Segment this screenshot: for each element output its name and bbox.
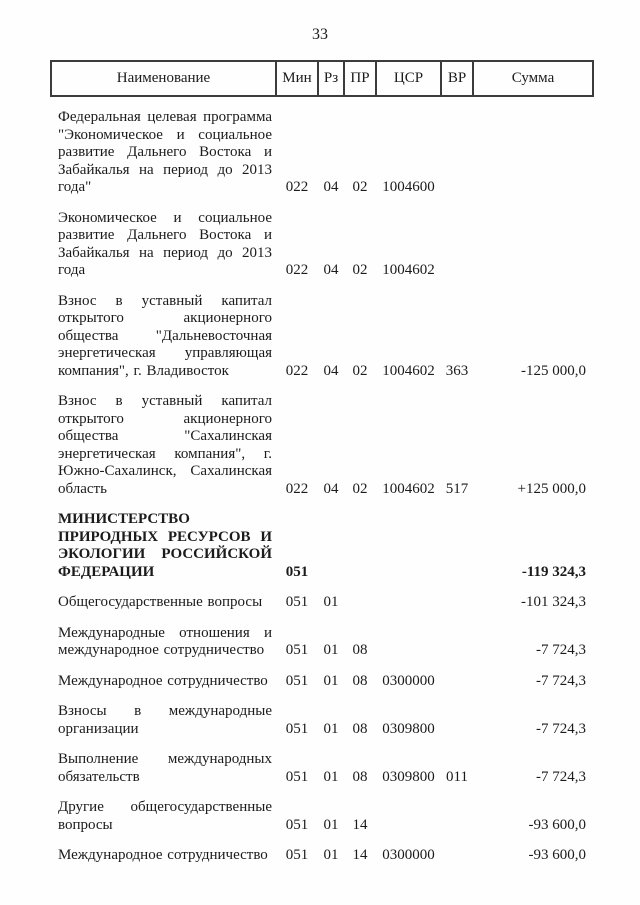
column-header-csr: ЦСР	[376, 61, 441, 96]
cell-sum: -93 600,0	[528, 816, 586, 833]
cell-vr: 011	[446, 768, 468, 785]
cell-csr: 1004602	[382, 480, 435, 497]
cell-rz: 01	[323, 847, 339, 863]
cell-name: Взнос в уставный капитал открытого акционерного общества "Сахалинская энергетическая компания", г. Южно-Сахалинск, Сахалинская область	[58, 393, 272, 497]
cell-min: 051	[285, 720, 309, 737]
cell-csr: 0309800	[382, 720, 435, 737]
column-header-name: Наименование	[51, 61, 276, 96]
cell-rz: 01	[323, 642, 339, 658]
cell-vr	[441, 661, 473, 692]
table-row	[51, 198, 593, 281]
cell-name: Другие общегосударственные вопросы	[58, 799, 272, 833]
cell-pr: 08	[352, 720, 368, 737]
cell-name: МИНИСТЕРСТВО ПРИРОДНЫХ РЕСУРСОВ И ЭКОЛОГИИ РОССИЙСКОЙ ФЕДЕРАЦИИ	[58, 511, 272, 580]
cell-csr: 1004602	[382, 362, 435, 379]
cell-min: 022	[285, 480, 309, 497]
cell-name: Взносы в международные организации	[58, 703, 272, 737]
cell-rz: 01	[323, 816, 339, 833]
cell-vr	[441, 96, 473, 198]
cell-min: 022	[285, 362, 309, 379]
cell-min: 051	[285, 563, 309, 580]
cell-rz: 01	[323, 720, 339, 737]
table-row	[51, 582, 593, 613]
column-header-min: Мин	[276, 61, 318, 96]
table-row	[51, 739, 593, 787]
cell-pr: 14	[352, 816, 368, 833]
table-row	[51, 281, 593, 382]
table-row	[51, 499, 593, 582]
cell-sum: -101 324,3	[521, 594, 586, 610]
cell-csr: 0309800	[382, 768, 435, 785]
budget-table	[50, 60, 594, 866]
cell-name: Международное сотрудничество	[58, 847, 268, 863]
cell-csr: 0300000	[382, 672, 435, 689]
cell-name: Выполнение международных обязательств	[58, 751, 272, 785]
table-row	[51, 96, 593, 198]
cell-sum: -7 724,3	[536, 768, 586, 785]
cell-vr	[441, 787, 473, 835]
cell-sum: -119 324,3	[521, 563, 586, 580]
cell-rz: 01	[323, 768, 339, 785]
cell-vr	[441, 613, 473, 661]
cell-pr: 14	[352, 847, 368, 863]
cell-sum	[473, 198, 593, 281]
table-row	[51, 661, 593, 692]
table-row	[51, 381, 593, 499]
cell-pr: 02	[352, 362, 368, 379]
column-header-rz: Рз	[318, 61, 344, 96]
table-body	[51, 96, 593, 866]
column-header-vr: ВР	[441, 61, 473, 96]
cell-name: Международное сотрудничество	[58, 672, 268, 689]
cell-rz: 04	[323, 262, 339, 278]
table-header-row	[51, 61, 593, 96]
cell-pr: 02	[352, 262, 368, 278]
cell-min: 022	[285, 179, 309, 195]
cell-rz: 01	[323, 594, 339, 610]
cell-name: Экономическое и социальное развитие Дальнего Востока и Забайкалья на период до 2013 года	[58, 209, 272, 278]
cell-vr	[441, 198, 473, 281]
table-row	[51, 613, 593, 661]
table-row	[51, 787, 593, 835]
cell-csr: 1004602	[382, 262, 435, 278]
cell-name: Международные отношения и международное сотрудничество	[58, 624, 272, 658]
cell-sum: -7 724,3	[536, 720, 586, 737]
cell-min: 051	[285, 594, 309, 610]
cell-rz: 04	[323, 179, 339, 195]
cell-vr: 517	[445, 480, 469, 497]
cell-rz: 01	[323, 672, 339, 689]
cell-name: Взнос в уставный капитал открытого акционерного общества "Дальневосточная энергетическая управляющая компания", г. Владивосток	[58, 292, 272, 379]
column-header-sum: Сумма	[473, 61, 593, 96]
cell-vr	[441, 835, 473, 866]
cell-pr: 02	[352, 179, 368, 195]
cell-vr: 363	[445, 362, 469, 379]
table-row	[51, 691, 593, 739]
column-header-pr: ПР	[344, 61, 376, 96]
cell-pr	[344, 582, 376, 613]
cell-pr: 08	[352, 672, 368, 689]
cell-vr	[441, 499, 473, 582]
cell-sum: -93 600,0	[528, 847, 586, 863]
cell-csr	[376, 613, 441, 661]
cell-min: 051	[285, 642, 309, 658]
cell-sum: +125 000,0	[517, 480, 586, 497]
cell-csr: 0300000	[382, 847, 435, 863]
cell-min: 022	[285, 262, 309, 278]
cell-min: 051	[285, 672, 309, 689]
cell-csr	[376, 787, 441, 835]
cell-sum: -7 724,3	[536, 672, 586, 689]
cell-sum	[473, 96, 593, 198]
cell-name: Федеральная целевая программа "Экономическое и социальное развитие Дальнего Востока и Забайкалья на период до 2013 года"	[58, 109, 272, 195]
cell-sum: -7 724,3	[536, 642, 586, 658]
table-row	[51, 835, 593, 866]
cell-rz: 04	[323, 480, 339, 497]
cell-sum: -125 000,0	[521, 362, 586, 379]
cell-min: 051	[285, 816, 309, 833]
cell-vr	[441, 691, 473, 739]
cell-csr	[376, 582, 441, 613]
cell-pr: 02	[352, 480, 368, 497]
cell-vr	[441, 582, 473, 613]
cell-rz: 04	[323, 362, 339, 379]
cell-pr: 08	[352, 768, 368, 785]
cell-min: 051	[285, 768, 309, 785]
page-number: 33	[312, 26, 328, 43]
cell-rz	[318, 499, 344, 582]
cell-min: 051	[285, 847, 309, 863]
cell-csr	[376, 499, 441, 582]
cell-pr: 08	[352, 642, 368, 658]
cell-pr	[344, 499, 376, 582]
cell-csr: 1004600	[382, 179, 435, 195]
cell-name: Общегосударственные вопросы	[58, 594, 263, 610]
